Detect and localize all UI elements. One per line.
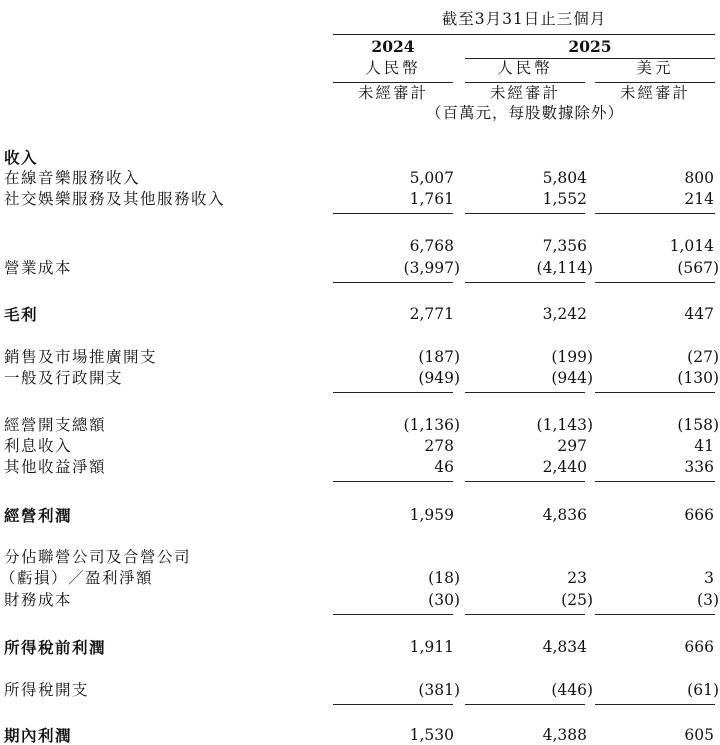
share-assoc-label-2: （虧損）／盈利淨額 bbox=[0, 569, 154, 587]
profit-period-2025-usd: 605 bbox=[684, 726, 714, 744]
total-opex-2024: (1,136) bbox=[403, 416, 460, 434]
total-opex-label: 經營開支總額 bbox=[4, 416, 107, 434]
gross-profit-2024: 2,771 bbox=[409, 305, 454, 323]
rule-f2 bbox=[465, 704, 585, 705]
profit-period-2025-rmb: 4,388 bbox=[542, 726, 587, 744]
gross-profit-2025-rmb: 3,242 bbox=[542, 305, 587, 323]
year-2024: 2024 bbox=[371, 37, 415, 56]
social-ent-2024: 1,761 bbox=[409, 190, 454, 208]
social-ent-2025-usd: 214 bbox=[684, 190, 714, 208]
share-assoc-2024: (18) bbox=[428, 569, 460, 587]
rule-e2 bbox=[465, 614, 585, 615]
selling-2025-rmb: (199) bbox=[551, 348, 593, 366]
admin-label: 一般及行政開支 bbox=[4, 369, 124, 387]
audit-1: 未經審計 bbox=[357, 84, 428, 102]
rule-a2 bbox=[465, 213, 585, 214]
selling-2025-usd: (27) bbox=[687, 348, 719, 366]
finance-costs-2024: (30) bbox=[428, 591, 460, 609]
admin-2024: (949) bbox=[418, 369, 460, 387]
other-gains-2025-usd: 336 bbox=[684, 458, 714, 476]
operating-profit-2024: 1,959 bbox=[409, 506, 454, 524]
online-music-2025-usd: 800 bbox=[684, 169, 714, 187]
income-tax-2024: (381) bbox=[418, 681, 460, 699]
social-ent-2025-rmb: 1,552 bbox=[542, 190, 587, 208]
online-music-label: 在線音樂服務收入 bbox=[4, 169, 141, 187]
share-assoc-label-1: 分佔聯營公司及合營公司 bbox=[4, 548, 192, 566]
selling-2024: (187) bbox=[418, 348, 460, 366]
rule-c3 bbox=[595, 392, 715, 393]
online-music-2024: 5,007 bbox=[409, 169, 454, 187]
admin-2025-usd: (130) bbox=[677, 369, 719, 387]
revenue-heading: 收入 bbox=[4, 148, 39, 167]
audit-3: 未經審計 bbox=[619, 84, 690, 102]
finance-costs-2025-usd: (3) bbox=[697, 591, 719, 609]
year-2025: 2025 bbox=[568, 37, 612, 56]
cur-rule-3 bbox=[595, 82, 715, 83]
gross-profit-label: 毛利 bbox=[4, 305, 39, 324]
operating-profit-2025-usd: 666 bbox=[684, 506, 714, 524]
profit-period-label: 期內利潤 bbox=[4, 726, 73, 745]
rule-c2 bbox=[465, 392, 585, 393]
cost-of-revenue-label: 營業成本 bbox=[4, 259, 73, 277]
income-tax-2025-usd: (61) bbox=[687, 681, 719, 699]
gross-profit-2025-usd: 447 bbox=[684, 305, 714, 323]
rule-b1 bbox=[333, 282, 453, 283]
admin-2025-rmb: (944) bbox=[551, 369, 593, 387]
rule-d3 bbox=[595, 481, 715, 482]
income-tax-2025-rmb: (446) bbox=[551, 681, 593, 699]
operating-profit-2025-rmb: 4,836 bbox=[542, 506, 587, 524]
currency-rmb-2024: 人民幣 bbox=[365, 59, 421, 77]
interest-income-2025-rmb: 297 bbox=[557, 437, 587, 455]
finance-costs-label: 財務成本 bbox=[4, 591, 73, 609]
currency-rmb-2025: 人民幣 bbox=[497, 59, 553, 77]
finance-costs-2025-rmb: (25) bbox=[561, 591, 593, 609]
profit-period-2024: 1,530 bbox=[409, 726, 454, 744]
operating-profit-label: 經營利潤 bbox=[4, 506, 73, 525]
rule-b2 bbox=[465, 282, 585, 283]
share-assoc-2025-rmb: 23 bbox=[567, 569, 587, 587]
other-gains-2024: 46 bbox=[434, 458, 454, 476]
rule-e3 bbox=[595, 614, 715, 615]
rule-a1 bbox=[333, 213, 453, 214]
pretax-profit-label: 所得稅前利潤 bbox=[4, 638, 107, 657]
total-revenue-2025-rmb: 7,356 bbox=[542, 237, 587, 255]
social-ent-label: 社交娛樂服務及其他服務收入 bbox=[4, 190, 226, 208]
total-opex-2025-usd: (158) bbox=[677, 416, 719, 434]
pretax-profit-2025-usd: 666 bbox=[684, 638, 714, 656]
rule-f3 bbox=[595, 704, 715, 705]
other-gains-label: 其他收益淨額 bbox=[4, 458, 107, 476]
total-revenue-2024: 6,768 bbox=[409, 237, 454, 255]
share-assoc-2025-usd: 3 bbox=[704, 569, 714, 587]
rule-c1 bbox=[333, 392, 453, 393]
total-revenue-2025-usd: 1,014 bbox=[669, 237, 714, 255]
rule-e1 bbox=[333, 614, 453, 615]
cost-of-revenue-2025-rmb: (4,114) bbox=[536, 259, 593, 277]
period-header: 截至3月31日止三個月 bbox=[441, 10, 607, 28]
currency-usd-2025: 美元 bbox=[636, 59, 674, 77]
rule-a3 bbox=[595, 213, 715, 214]
online-music-2025-rmb: 5,804 bbox=[542, 169, 587, 187]
interest-income-2024: 278 bbox=[424, 437, 454, 455]
total-opex-2025-rmb: (1,143) bbox=[536, 416, 593, 434]
audit-2: 未經審計 bbox=[489, 84, 560, 102]
other-gains-2025-rmb: 2,440 bbox=[542, 458, 587, 476]
interest-income-2025-usd: 41 bbox=[694, 437, 714, 455]
cur-rule-1 bbox=[333, 82, 453, 83]
unit-note: （百萬元，每股數據除外） bbox=[425, 104, 624, 122]
rule-d1 bbox=[333, 481, 453, 482]
income-tax-label: 所得稅開支 bbox=[4, 681, 90, 699]
cost-of-revenue-2025-usd: (567) bbox=[677, 259, 719, 277]
pretax-profit-2024: 1,911 bbox=[409, 638, 454, 656]
header-rule bbox=[333, 34, 715, 35]
rule-f1 bbox=[333, 704, 453, 705]
selling-label: 銷售及市場推廣開支 bbox=[4, 348, 158, 366]
rule-d2 bbox=[465, 481, 585, 482]
cost-of-revenue-2024: (3,997) bbox=[403, 259, 460, 277]
pretax-profit-2025-rmb: 4,834 bbox=[542, 638, 587, 656]
rule-b3 bbox=[595, 282, 715, 283]
cur-rule-2 bbox=[465, 82, 585, 83]
interest-income-label: 利息收入 bbox=[4, 437, 73, 455]
